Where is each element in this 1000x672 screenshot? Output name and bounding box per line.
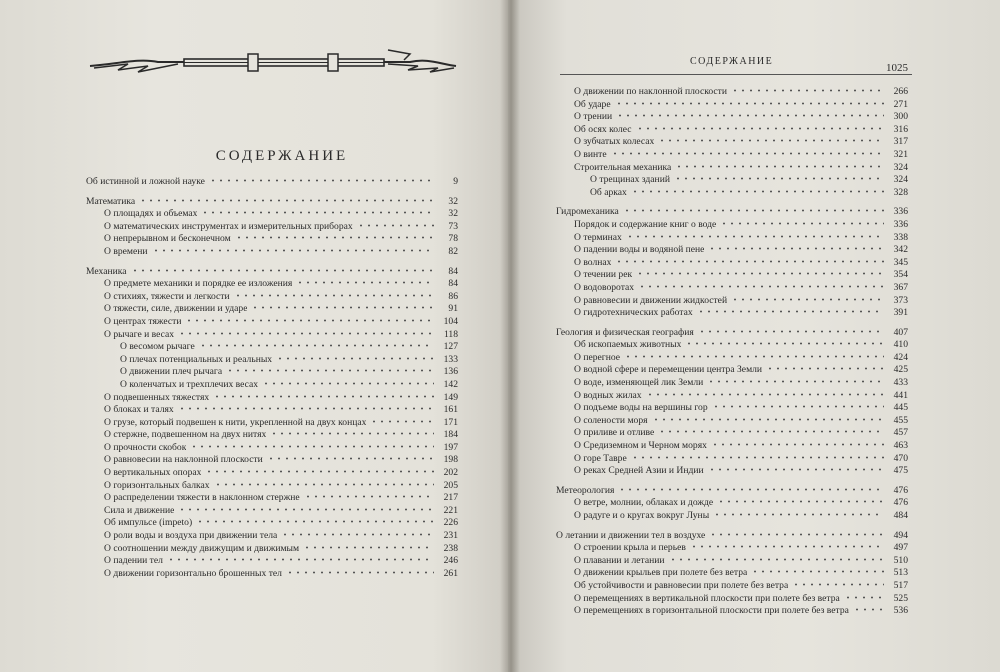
dot-leader <box>251 301 434 311</box>
toc-entry <box>86 244 458 257</box>
toc-entry <box>556 578 908 591</box>
toc-entry-page: 536 <box>893 605 908 617</box>
dot-leader <box>178 327 434 337</box>
dot-leader <box>213 390 434 400</box>
dot-leader <box>226 364 434 374</box>
toc-entry-title: О приливе и отливе <box>574 427 655 439</box>
toc-entry-title: О водоворотах <box>574 281 635 293</box>
toc-entry <box>556 97 908 110</box>
toc-entry-title: О перемещениях в горизонтальной плоскости при полете без ветра <box>574 605 849 617</box>
toc-entry-page: 136 <box>443 366 458 378</box>
toc-entry <box>556 495 908 508</box>
toc-entry-title: О грузе, который подвешен к нити, укрепленной на двух концах <box>104 416 367 428</box>
toc-entry <box>86 327 458 340</box>
toc-entry-title: О предмете механики и порядке ее изложения <box>104 278 293 290</box>
toc-entry <box>556 280 908 293</box>
toc-entry-page: 317 <box>893 136 908 148</box>
toc-entry-page: 525 <box>893 592 908 604</box>
dot-leader <box>201 206 434 216</box>
toc-entry <box>86 515 458 528</box>
toc-entry-page: 324 <box>893 161 908 173</box>
toc-entry-page: 373 <box>893 294 908 306</box>
toc-entry-title: О вертикальных опорах <box>104 467 202 479</box>
dot-leader <box>698 325 884 335</box>
toc-entry-title: О прочности скобок <box>104 441 187 453</box>
dot-leader <box>674 172 884 182</box>
toc-entry <box>556 603 908 616</box>
toc-entry-page: 300 <box>893 111 908 123</box>
toc-entry-page: 497 <box>893 542 908 554</box>
toc-entry-title: О роли воды и воздуха при движении тела <box>104 530 278 542</box>
dot-leader <box>178 402 434 412</box>
toc-entry-page: 513 <box>893 567 908 579</box>
toc-entry-title: О радуге и о кругах вокруг Луны <box>574 510 710 521</box>
toc-entry-page: 86 <box>448 290 458 302</box>
toc-entry-title: Строительная механика <box>574 161 672 173</box>
toc-entry-page: 266 <box>893 86 908 97</box>
toc-entry <box>556 337 908 350</box>
toc-entry <box>556 528 908 541</box>
toc-entry <box>556 451 908 464</box>
toc-entry-page: 231 <box>443 530 458 542</box>
dot-leader <box>139 194 434 204</box>
toc-entry-page: 32 <box>448 195 458 207</box>
toc-title: СОДЕРЖАНИЕ <box>215 148 349 164</box>
toc-entry <box>86 219 458 232</box>
toc-entry <box>86 364 458 377</box>
toc-entry <box>556 84 908 97</box>
toc-entry-page: 171 <box>443 416 458 428</box>
toc-entry-page: 342 <box>893 244 908 256</box>
toc-entry-page: 316 <box>893 123 908 135</box>
dot-leader <box>370 415 434 425</box>
toc-entry-title: О движении крыльев при полете без ветра <box>574 567 748 579</box>
toc-entry-page: 410 <box>893 339 908 351</box>
toc-entry-page: 424 <box>893 351 908 363</box>
toc-entry <box>86 402 458 415</box>
dot-leader <box>712 400 884 410</box>
toc-entry-title: О распределении тяжести в наклонном стержне <box>104 492 300 504</box>
dot-leader <box>631 185 884 195</box>
toc-entry-title: Об устойчивости и равновесии при полете без ветра <box>574 579 789 591</box>
toc-entry-title: О винте <box>574 148 607 160</box>
dot-leader <box>707 375 884 385</box>
toc-entry-page: 433 <box>893 377 908 389</box>
toc-entry <box>556 185 908 198</box>
toc-entry-title: О соотношении между движущим и движимым <box>104 542 300 554</box>
toc-entry-page: 345 <box>893 256 908 268</box>
toc-entry-page: 510 <box>893 554 908 566</box>
toc-entry <box>86 465 458 478</box>
toc-entry-page: 127 <box>443 341 458 353</box>
toc-entry-page: 142 <box>443 378 458 390</box>
dot-leader <box>638 280 884 290</box>
dot-leader <box>205 465 434 475</box>
toc-entry <box>86 231 458 244</box>
toc-entry-page: 91 <box>448 303 458 315</box>
toc-entry <box>86 553 458 566</box>
dot-leader <box>267 452 434 462</box>
dot-leader <box>792 578 884 588</box>
dot-leader <box>709 528 884 538</box>
toc-entry-title: О терминах <box>574 231 622 243</box>
toc-entry-title: О подъеме воды на вершины гор <box>574 402 708 414</box>
toc-entry-title: О летании и движении тел в воздухе <box>556 529 706 541</box>
dot-leader <box>766 362 884 372</box>
toc-entry-page: 354 <box>893 269 908 281</box>
toc-entry <box>556 255 908 268</box>
toc-entry <box>556 508 908 521</box>
toc-entry-title: О перемещениях в вертикальной плоскости при полете без ветра <box>574 592 840 604</box>
toc-entry <box>86 490 458 503</box>
dot-leader <box>720 217 884 227</box>
dot-leader <box>618 483 884 493</box>
toc-entry-page: 184 <box>443 429 458 441</box>
toc-entry-title: О зубчатых колесах <box>574 136 655 148</box>
toc-entry-title: О падении тел <box>104 555 163 567</box>
toc-entry-page: 441 <box>893 389 908 401</box>
toc-entry-page: 217 <box>443 492 458 504</box>
dot-leader <box>611 147 884 157</box>
dot-leader <box>357 219 434 229</box>
toc-entry-title: Метеорология <box>556 484 615 496</box>
toc-entry-title: Об арках <box>590 186 627 198</box>
dot-leader <box>190 440 434 450</box>
toc-entry-page: 321 <box>893 148 908 160</box>
toc-entry-title: Сила и движение <box>104 504 175 516</box>
toc-entry-page: 425 <box>893 364 908 376</box>
header-rule <box>560 74 912 75</box>
dot-leader <box>304 490 434 500</box>
toc-entry-page: 470 <box>893 452 908 464</box>
toc-entry <box>86 264 458 277</box>
toc-entry-title: О стихиях, тяжести и легкости <box>104 290 230 302</box>
toc-entry-title: О равновесии и движении жидкостей <box>574 294 728 306</box>
toc-entry-page: 336 <box>893 218 908 230</box>
toc-entry <box>556 217 908 230</box>
toc-entry-title: О рычаге и весах <box>104 328 175 340</box>
dot-leader <box>281 528 434 538</box>
toc-right-list <box>556 84 908 616</box>
toc-entry-title: Об ископаемых животных <box>574 339 682 351</box>
dot-leader <box>708 463 884 473</box>
dot-leader <box>652 413 884 423</box>
toc-entry <box>86 314 458 327</box>
dot-leader <box>626 230 884 240</box>
toc-entry-title: О воде, изменяющей лик Земли <box>574 377 704 389</box>
toc-entry-title: Геология и физическая география <box>556 326 694 338</box>
dot-leader <box>731 84 884 94</box>
toc-entry-page: 261 <box>443 567 458 579</box>
dot-leader <box>185 314 434 324</box>
toc-entry <box>86 339 458 352</box>
toc-entry-title: О тяжести, силе, движении и ударе <box>104 303 248 315</box>
toc-entry <box>86 541 458 554</box>
toc-entry-page: 221 <box>443 504 458 516</box>
toc-entry-page: 494 <box>893 529 908 541</box>
toc-entry <box>86 440 458 453</box>
dot-leader <box>853 603 884 613</box>
toc-entry <box>86 352 458 365</box>
toc-entry-page: 484 <box>893 510 908 521</box>
dot-leader <box>286 566 434 576</box>
dot-leader <box>631 451 884 461</box>
toc-entry-title: О коленчатых и трехплечих весах <box>120 378 259 390</box>
running-head: СОДЕРЖАНИЕ <box>690 56 774 67</box>
toc-entry <box>86 478 458 491</box>
toc-entry-page: 161 <box>443 404 458 416</box>
toc-entry <box>556 425 908 438</box>
toc-entry-page: 202 <box>443 467 458 479</box>
toc-entry-page: 336 <box>893 206 908 218</box>
toc-entry-page: 517 <box>893 579 908 591</box>
headpiece-ornament <box>88 42 458 78</box>
toc-entry <box>556 565 908 578</box>
toc-entry-page: 198 <box>443 454 458 466</box>
toc-entry-title: О горе Тавре <box>574 452 627 464</box>
toc-entry-page: 104 <box>443 315 458 327</box>
toc-entry-title: О перегное <box>574 351 621 363</box>
dot-leader <box>303 541 434 551</box>
toc-entry <box>556 388 908 401</box>
toc-entry-page: 476 <box>893 497 908 509</box>
toc-entry <box>86 566 458 579</box>
dot-leader <box>615 97 884 107</box>
toc-entry-title: О реках Средней Азии и Индии <box>574 465 704 477</box>
toc-entry-title: О подвешенных тяжестях <box>104 391 210 403</box>
toc-entry <box>556 267 908 280</box>
toc-entry <box>86 289 458 302</box>
toc-entry-title: О времени <box>104 245 148 257</box>
dot-leader <box>844 591 884 601</box>
toc-entry <box>556 483 908 496</box>
toc-entry-title: О трещинах зданий <box>590 174 670 186</box>
dot-leader <box>624 350 884 360</box>
toc-entry-title: О стержне, подвешенном на двух нитях <box>104 429 267 441</box>
toc-entry-title: Об ударе <box>574 98 611 110</box>
toc-entry-page: 455 <box>893 414 908 426</box>
toc-entry <box>86 206 458 219</box>
toc-entry <box>86 377 458 390</box>
toc-entry-page: 226 <box>443 517 458 529</box>
toc-entry-title: О гидротехнических работах <box>574 307 693 319</box>
toc-entry <box>556 293 908 306</box>
dot-leader <box>262 377 434 387</box>
toc-entry-page: 407 <box>893 326 908 338</box>
toc-entry-page: 475 <box>893 465 908 477</box>
dot-leader <box>131 264 434 274</box>
dot-leader <box>615 255 884 265</box>
dot-leader <box>234 289 434 299</box>
dot-leader <box>616 109 884 119</box>
toc-entry <box>556 540 908 553</box>
toc-entry <box>556 230 908 243</box>
dot-leader <box>675 160 884 170</box>
dot-leader <box>636 267 884 277</box>
toc-entry <box>556 242 908 255</box>
toc-entry <box>86 174 458 187</box>
toc-entry <box>556 375 908 388</box>
dot-leader <box>209 174 434 184</box>
toc-entry-page: 9 <box>453 176 458 187</box>
toc-entry-title: О трении <box>574 111 613 123</box>
toc-entry-page: 271 <box>893 98 908 110</box>
toc-entry-title: О центрах тяжести <box>104 315 182 327</box>
book-gutter <box>500 0 520 672</box>
toc-entry-title: О равновесии на наклонной плоскости <box>104 454 263 466</box>
toc-entry-page: 78 <box>448 233 458 245</box>
dot-leader <box>713 508 884 518</box>
dot-leader <box>167 553 434 563</box>
toc-entry <box>556 204 908 217</box>
toc-entry-title: О Средиземном и Черном морях <box>574 440 707 452</box>
dot-leader <box>717 495 884 505</box>
dot-leader <box>623 204 884 214</box>
toc-entry-title: О водной сфере и перемещении центра Земли <box>574 364 763 376</box>
toc-entry-title: Гидромеханика <box>556 206 619 218</box>
toc-entry-title: О плавании и летании <box>574 554 665 566</box>
dot-leader <box>658 134 884 144</box>
toc-entry <box>86 194 458 207</box>
toc-entry-page: 391 <box>893 307 908 319</box>
dot-leader <box>669 553 884 563</box>
dot-leader <box>636 122 885 132</box>
dot-leader <box>196 515 434 525</box>
toc-entry-page: 205 <box>443 479 458 491</box>
toc-entry-title: Порядок и содержание книг о воде <box>574 218 717 230</box>
toc-entry-title: Об импульсе (impeto) <box>104 517 193 529</box>
dot-leader <box>152 244 434 254</box>
toc-entry-title: О волнах <box>574 256 612 268</box>
toc-entry-title: О водных жилах <box>574 389 642 401</box>
toc-entry-title: Об осях колес <box>574 123 632 135</box>
toc-entry-page: 338 <box>893 231 908 243</box>
toc-entry <box>556 172 908 185</box>
toc-entry-page: 84 <box>448 278 458 290</box>
dot-leader <box>199 339 434 349</box>
toc-entry-title: О движении по наклонной плоскости <box>574 86 728 97</box>
toc-entry <box>556 160 908 173</box>
toc-entry-title: О ветре, молнии, облаках и дожде <box>574 497 714 509</box>
dot-leader <box>711 438 884 448</box>
toc-entry <box>556 553 908 566</box>
dot-leader <box>697 305 884 315</box>
toc-entry-page: 238 <box>443 542 458 554</box>
dot-leader <box>296 276 434 286</box>
dot-leader <box>270 427 434 437</box>
dot-leader <box>235 231 434 241</box>
toc-entry-page: 324 <box>893 174 908 186</box>
toc-entry-page: 32 <box>448 208 458 220</box>
toc-entry-title: О площадях и объемах <box>104 208 198 220</box>
toc-entry <box>86 415 458 428</box>
toc-entry-title: О математических инструментах и измерительных приборах <box>104 220 353 232</box>
toc-entry <box>556 438 908 451</box>
toc-entry <box>86 503 458 516</box>
toc-entry <box>86 301 458 314</box>
dot-leader <box>690 540 884 550</box>
toc-entry-title: О весомом рычаге <box>120 341 195 353</box>
toc-entry-page: 463 <box>893 440 908 452</box>
dot-leader <box>178 503 434 513</box>
toc-entry-page: 118 <box>443 328 458 340</box>
toc-entry <box>556 109 908 122</box>
toc-entry <box>556 122 908 135</box>
toc-entry <box>556 362 908 375</box>
toc-entry <box>86 427 458 440</box>
toc-entry <box>556 413 908 426</box>
dot-leader <box>658 425 884 435</box>
dot-leader <box>731 293 884 303</box>
toc-entry-title: Математика <box>86 195 136 207</box>
toc-entry-title: О падении воды и водяной пене <box>574 244 705 256</box>
dot-leader <box>276 352 434 362</box>
toc-entry-page: 246 <box>443 555 458 567</box>
toc-entry <box>556 325 908 338</box>
dot-leader <box>685 337 884 347</box>
toc-entry-page: 328 <box>893 186 908 198</box>
toc-entry-title: О солености моря <box>574 414 648 426</box>
toc-entry <box>556 400 908 413</box>
toc-entry-page: 149 <box>443 391 458 403</box>
toc-entry-page: 476 <box>893 484 908 496</box>
toc-entry-title: Механика <box>86 265 127 277</box>
toc-entry <box>556 350 908 363</box>
toc-entry <box>556 134 908 147</box>
toc-entry <box>86 390 458 403</box>
dot-leader <box>751 565 884 575</box>
toc-left-list <box>86 174 458 578</box>
toc-entry-title: О строении крыла и перьев <box>574 542 686 554</box>
page-number: 1025 <box>886 62 908 74</box>
toc-entry-page: 82 <box>448 245 458 257</box>
dot-leader <box>708 242 884 252</box>
toc-entry <box>556 305 908 318</box>
toc-entry-title: О течении рек <box>574 269 633 281</box>
toc-entry <box>556 463 908 476</box>
toc-entry <box>86 276 458 289</box>
toc-entry-page: 367 <box>893 281 908 293</box>
toc-entry-page: 73 <box>448 220 458 232</box>
toc-entry-title: Об истинной и ложной науке <box>86 176 205 187</box>
dot-leader <box>646 388 884 398</box>
toc-entry-title: О движении плеч рычага <box>120 366 223 378</box>
toc-entry-title: О блоках и талях <box>104 404 174 416</box>
toc-entry-title: О плечах потенциальных и реальных <box>120 353 273 365</box>
toc-entry-page: 445 <box>893 402 908 414</box>
toc-entry-title: О непрерывном и бесконечном <box>104 233 231 245</box>
toc-entry <box>556 591 908 604</box>
toc-entry <box>86 452 458 465</box>
toc-entry-title: О горизонтальных балках <box>104 479 210 491</box>
dot-leader <box>214 478 434 488</box>
toc-entry-page: 133 <box>443 353 458 365</box>
toc-entry-page: 457 <box>893 427 908 439</box>
toc-entry-title: О движении горизонтально брошенных тел <box>104 567 282 579</box>
toc-entry-page: 197 <box>443 441 458 453</box>
toc-entry-page: 84 <box>448 265 458 277</box>
toc-entry <box>86 528 458 541</box>
